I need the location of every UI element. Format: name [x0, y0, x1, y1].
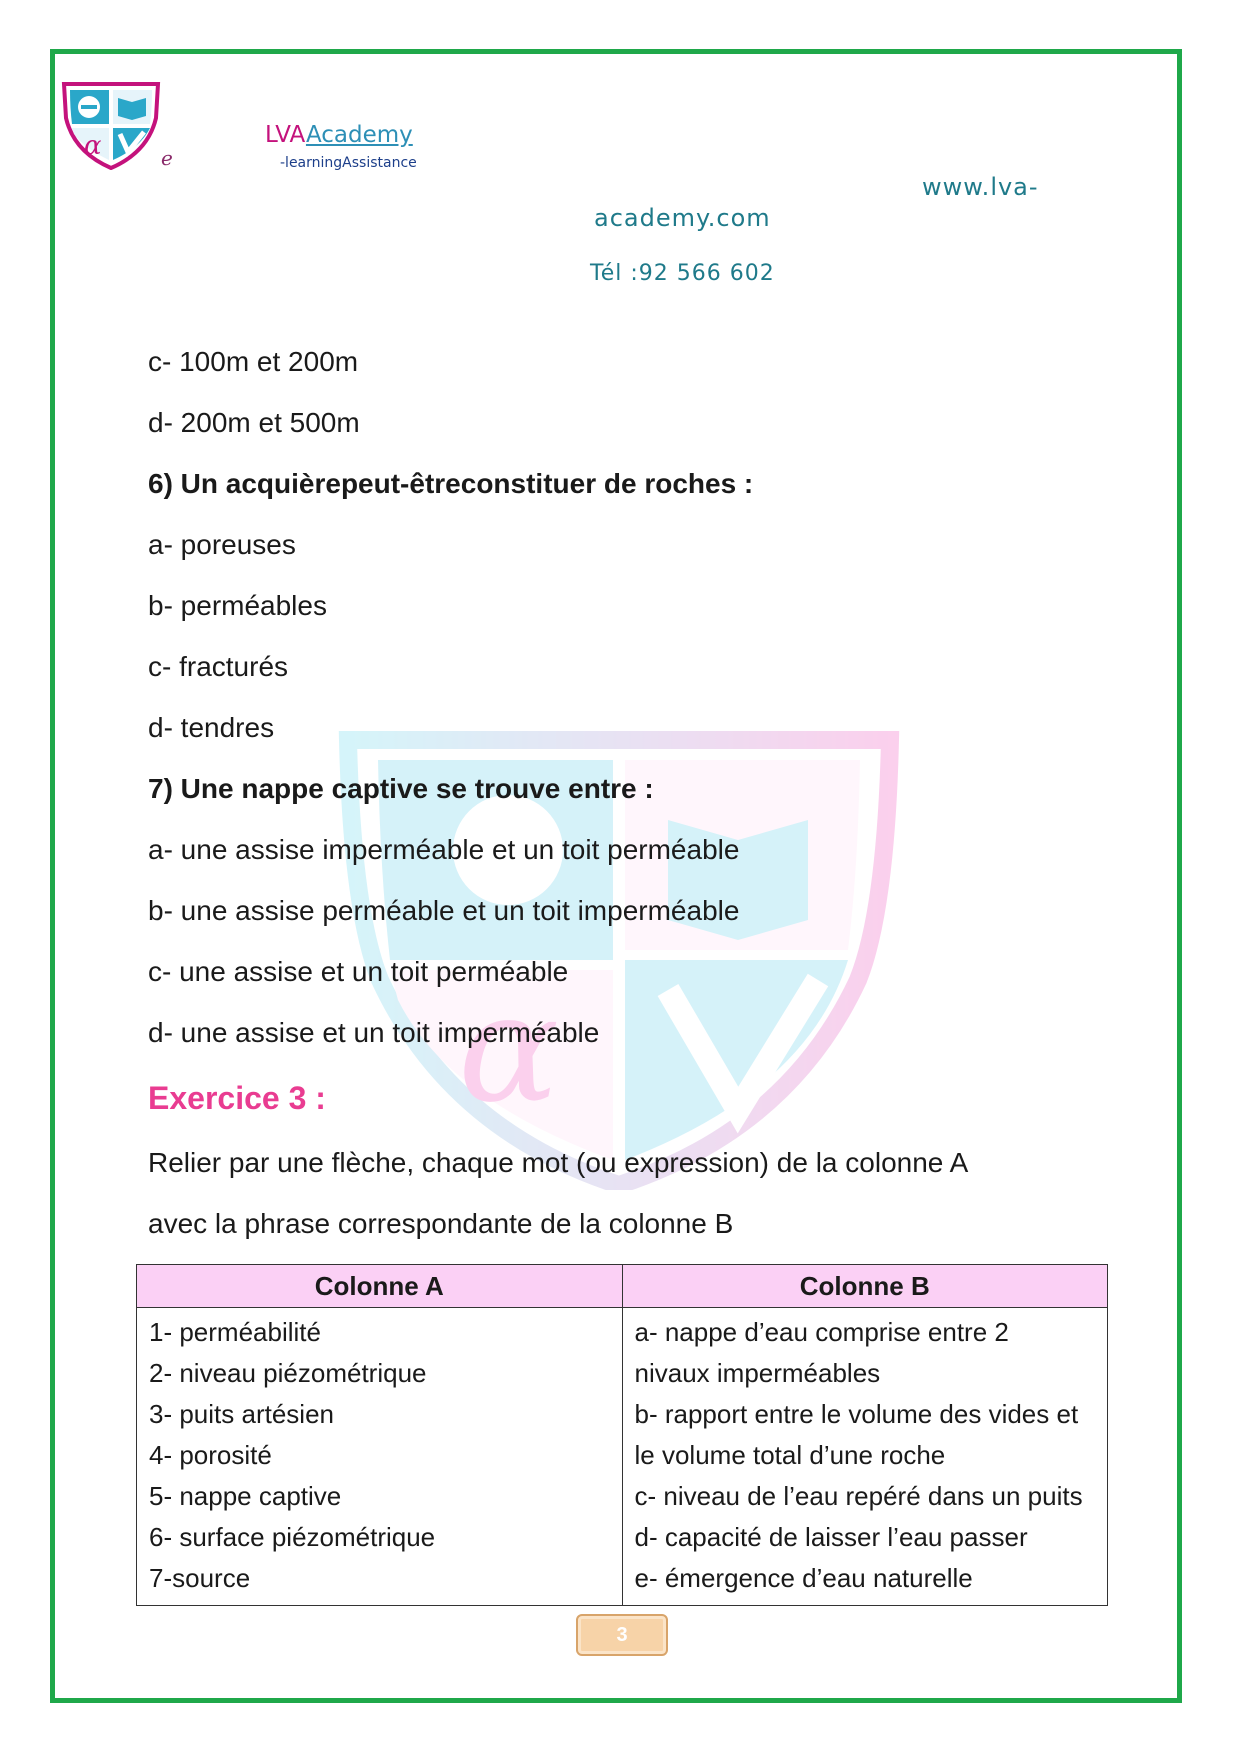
question-6-title: 6) Un acquièrepeut-êtreconstituer de roches :	[148, 468, 754, 499]
page-number: 3	[576, 1614, 668, 1656]
q7-option-b: b- une assise perméable et un toit imperméable	[148, 895, 740, 926]
column-a-header: Colonne A	[137, 1265, 623, 1308]
brand-academy: Academy	[305, 122, 413, 148]
website-link-part2[interactable]: academy.com	[594, 204, 771, 232]
column-a-item: 3- puits artésien	[149, 1399, 334, 1429]
website-link-part1[interactable]: www.lva-	[922, 173, 1039, 201]
question-7-title: 7) Une nappe captive se trouve entre :	[148, 773, 654, 804]
svg-text:α: α	[458, 962, 560, 1136]
q6-option-d: d- tendres	[148, 712, 275, 743]
brand-name[interactable]	[265, 122, 413, 148]
column-b-item: b- rapport entre le volume des vides et	[634, 1399, 1079, 1429]
column-a-item: 7-source	[149, 1563, 251, 1593]
q6-option-c: c- fracturés	[148, 651, 289, 682]
column-a-item: 5- nappe captive	[149, 1481, 342, 1511]
q7-option-d: d- une assise et un toit imperméable	[148, 1017, 600, 1048]
brand-lva: LVA	[265, 122, 306, 148]
column-b-item: d- capacité de laisser l’eau passer	[634, 1522, 1028, 1552]
brand-tagline: -learningAssistance	[280, 155, 417, 171]
q6-option-a: a- poreuses	[148, 529, 296, 560]
table-row	[137, 1308, 1108, 1606]
column-b-item: nivaux imperméables	[634, 1358, 881, 1388]
svg-text:α: α	[84, 131, 102, 161]
exercise-instruction-line2: avec la phrase correspondante de la colonne B	[148, 1208, 734, 1239]
q7-option-a: a- une assise imperméable et un toit perméable	[148, 834, 740, 865]
academy-logo	[58, 78, 164, 170]
column-b-item: c- niveau de l’eau repéré dans un puits	[634, 1481, 1083, 1511]
column-a-item: 6- surface piézométrique	[149, 1522, 436, 1552]
column-a-item: 1- perméabilité	[149, 1317, 321, 1347]
column-b-item: a- nappe d’eau comprise entre 2	[634, 1317, 1009, 1347]
column-b-header: Colonne B	[622, 1265, 1108, 1308]
logo-letter: e	[161, 146, 173, 170]
q6-option-b: b- perméables	[148, 590, 327, 621]
column-a-item: 4- porosité	[149, 1440, 272, 1470]
column-b-cell	[622, 1308, 1108, 1606]
column-b-item: e- émergence d’eau naturelle	[634, 1563, 973, 1593]
exercise-3-title: Exercice 3 :	[148, 1080, 326, 1116]
column-a-cell	[137, 1308, 623, 1606]
matching-table	[136, 1264, 1108, 1606]
q7-option-c: c- une assise et un toit perméable	[148, 956, 569, 987]
option-line: c- 100m et 200m	[148, 346, 359, 377]
option-line: d- 200m et 500m	[148, 407, 360, 438]
exercise-instruction-line1: Relier par une flèche, chaque mot (ou expression) de la colonne A	[148, 1147, 969, 1178]
phone-number: Tél :92 566 602	[590, 261, 775, 286]
column-a-item: 2- niveau piézométrique	[149, 1358, 427, 1388]
table-header-row	[137, 1265, 1108, 1308]
column-b-item: le volume total d’une roche	[634, 1440, 946, 1470]
